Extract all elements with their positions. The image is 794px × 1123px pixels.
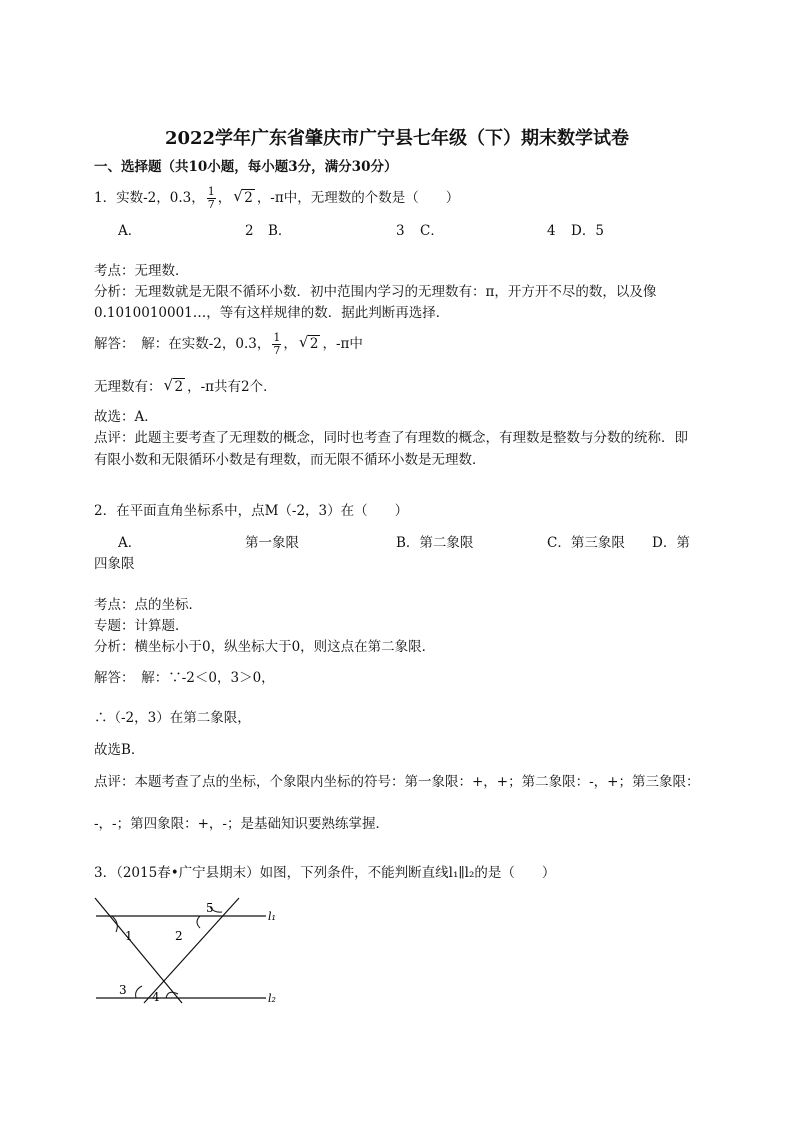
section-heading: 一、选择题（共10小题，每小题3分，满分30分） — [94, 159, 398, 175]
q2-option-a-value: 第一象限 — [245, 535, 299, 551]
q2-therefore: ∴（-2，3）在第二象限， — [94, 710, 251, 726]
angle-label-4: 4 — [152, 990, 160, 1004]
q2-zhuanti: 专题：计算题． — [94, 618, 189, 634]
transversal-left — [95, 898, 182, 1003]
q1-option-a: A． — [118, 223, 142, 239]
q2-option-c: C．第三象限 — [547, 535, 625, 551]
parallel-lines-figure — [92, 895, 292, 1010]
q1-jieda: 解答： 解：在实数-2，0.3， $\frac{1}{7}$ ， √ 2 ，-π中 — [94, 331, 363, 357]
sqrt-2: √ 2 — [233, 187, 253, 206]
q1-option-c-value: 4 — [547, 223, 556, 239]
angle-arc-2 — [197, 916, 200, 928]
q1-fenxi-line1: 分析：无理数就是无限不循环小数．初中范围内学习的无理数有：π，开方开不尽的数，以及像 — [94, 284, 657, 300]
q1-option-a-value: 2 — [245, 223, 254, 239]
label-l2: l₂ — [268, 992, 276, 1005]
q1-answer: 故选：A． — [94, 409, 158, 425]
transversal-right — [144, 898, 239, 1003]
q2-dianping-line1: 点评：本题考查了点的坐标，个象限内坐标的符号：第一象限：+，+；第二象限：-，+；第三象限： — [94, 774, 700, 790]
fraction-1-7: $\frac{1}{7}$ — [207, 185, 215, 211]
q2-option-d-cont: 四象限 — [94, 556, 135, 572]
sqrt-2-answer: √ 2 — [298, 333, 319, 352]
angle-label-1: 1 — [125, 929, 133, 943]
q2-option-b: B．第二象限 — [396, 535, 474, 551]
q1-stem: 1．实数-2，0.3， $\frac{1}{7}$ ， √ 2 ，-π中，无理数的个数是（ ） — [94, 185, 460, 211]
q1-dianping-line2: 有限小数和无限循环小数是有理数，而无限不循环小数是无理数． — [94, 452, 486, 468]
q2-jieda: 解答： 解：∵-2＜0，3＞0， — [94, 670, 275, 686]
q1-option-b: B． — [268, 223, 292, 239]
q1-irrational-list: 无理数有： √ 2 ，-π共有2个． — [94, 376, 277, 395]
q1-kaodian: 考点：无理数． — [94, 263, 189, 279]
q3-stem: 3．（2015春•广宁县期末）如图，下列条件，不能判断直线l₁∥l₂的是（ ） — [94, 865, 556, 881]
q2-stem: 2．在平面直角坐标系中，点M（-2，3）在（ ） — [94, 503, 409, 519]
q2-option-a: A． — [118, 535, 142, 551]
q1-option-c: C． — [420, 223, 444, 239]
page-title: 2022学年广东省肇庆市广宁县七年级（下）期末数学试卷 — [164, 128, 630, 149]
q2-fenxi: 分析：横坐标小于0，纵坐标大于0，则这点在第二象限． — [94, 639, 436, 655]
q2-dianping-line2: -，-；第四象限：+，-；是基础知识要熟练掌握． — [94, 816, 389, 832]
q1-option-b-value: 3 — [396, 223, 405, 239]
q2-kaodian: 考点：点的坐标． — [94, 597, 202, 613]
q2-answer: 故选B． — [94, 742, 145, 758]
q1-dianping-line1: 点评：此题主要考查了无理数的概念，同时也考查了有理数的概念，有理数是整数与分数的统称．即 — [94, 430, 688, 446]
label-l1: l₁ — [268, 910, 276, 923]
angle-label-5: 5 — [206, 901, 214, 915]
angle-label-2: 2 — [175, 929, 183, 943]
fraction-1-7-answer: $\frac{1}{7}$ — [273, 331, 281, 357]
angle-label-3: 3 — [119, 983, 127, 997]
angle-arc-3 — [136, 986, 142, 998]
q2-option-d: D．第 — [652, 535, 690, 551]
sqrt-2-list: √ 2 — [163, 376, 184, 395]
q1-fenxi-line2: 0.1010010001…，等有这样规律的数．据此判断再选择． — [94, 305, 450, 321]
q1-option-d: D．5 — [571, 223, 604, 239]
